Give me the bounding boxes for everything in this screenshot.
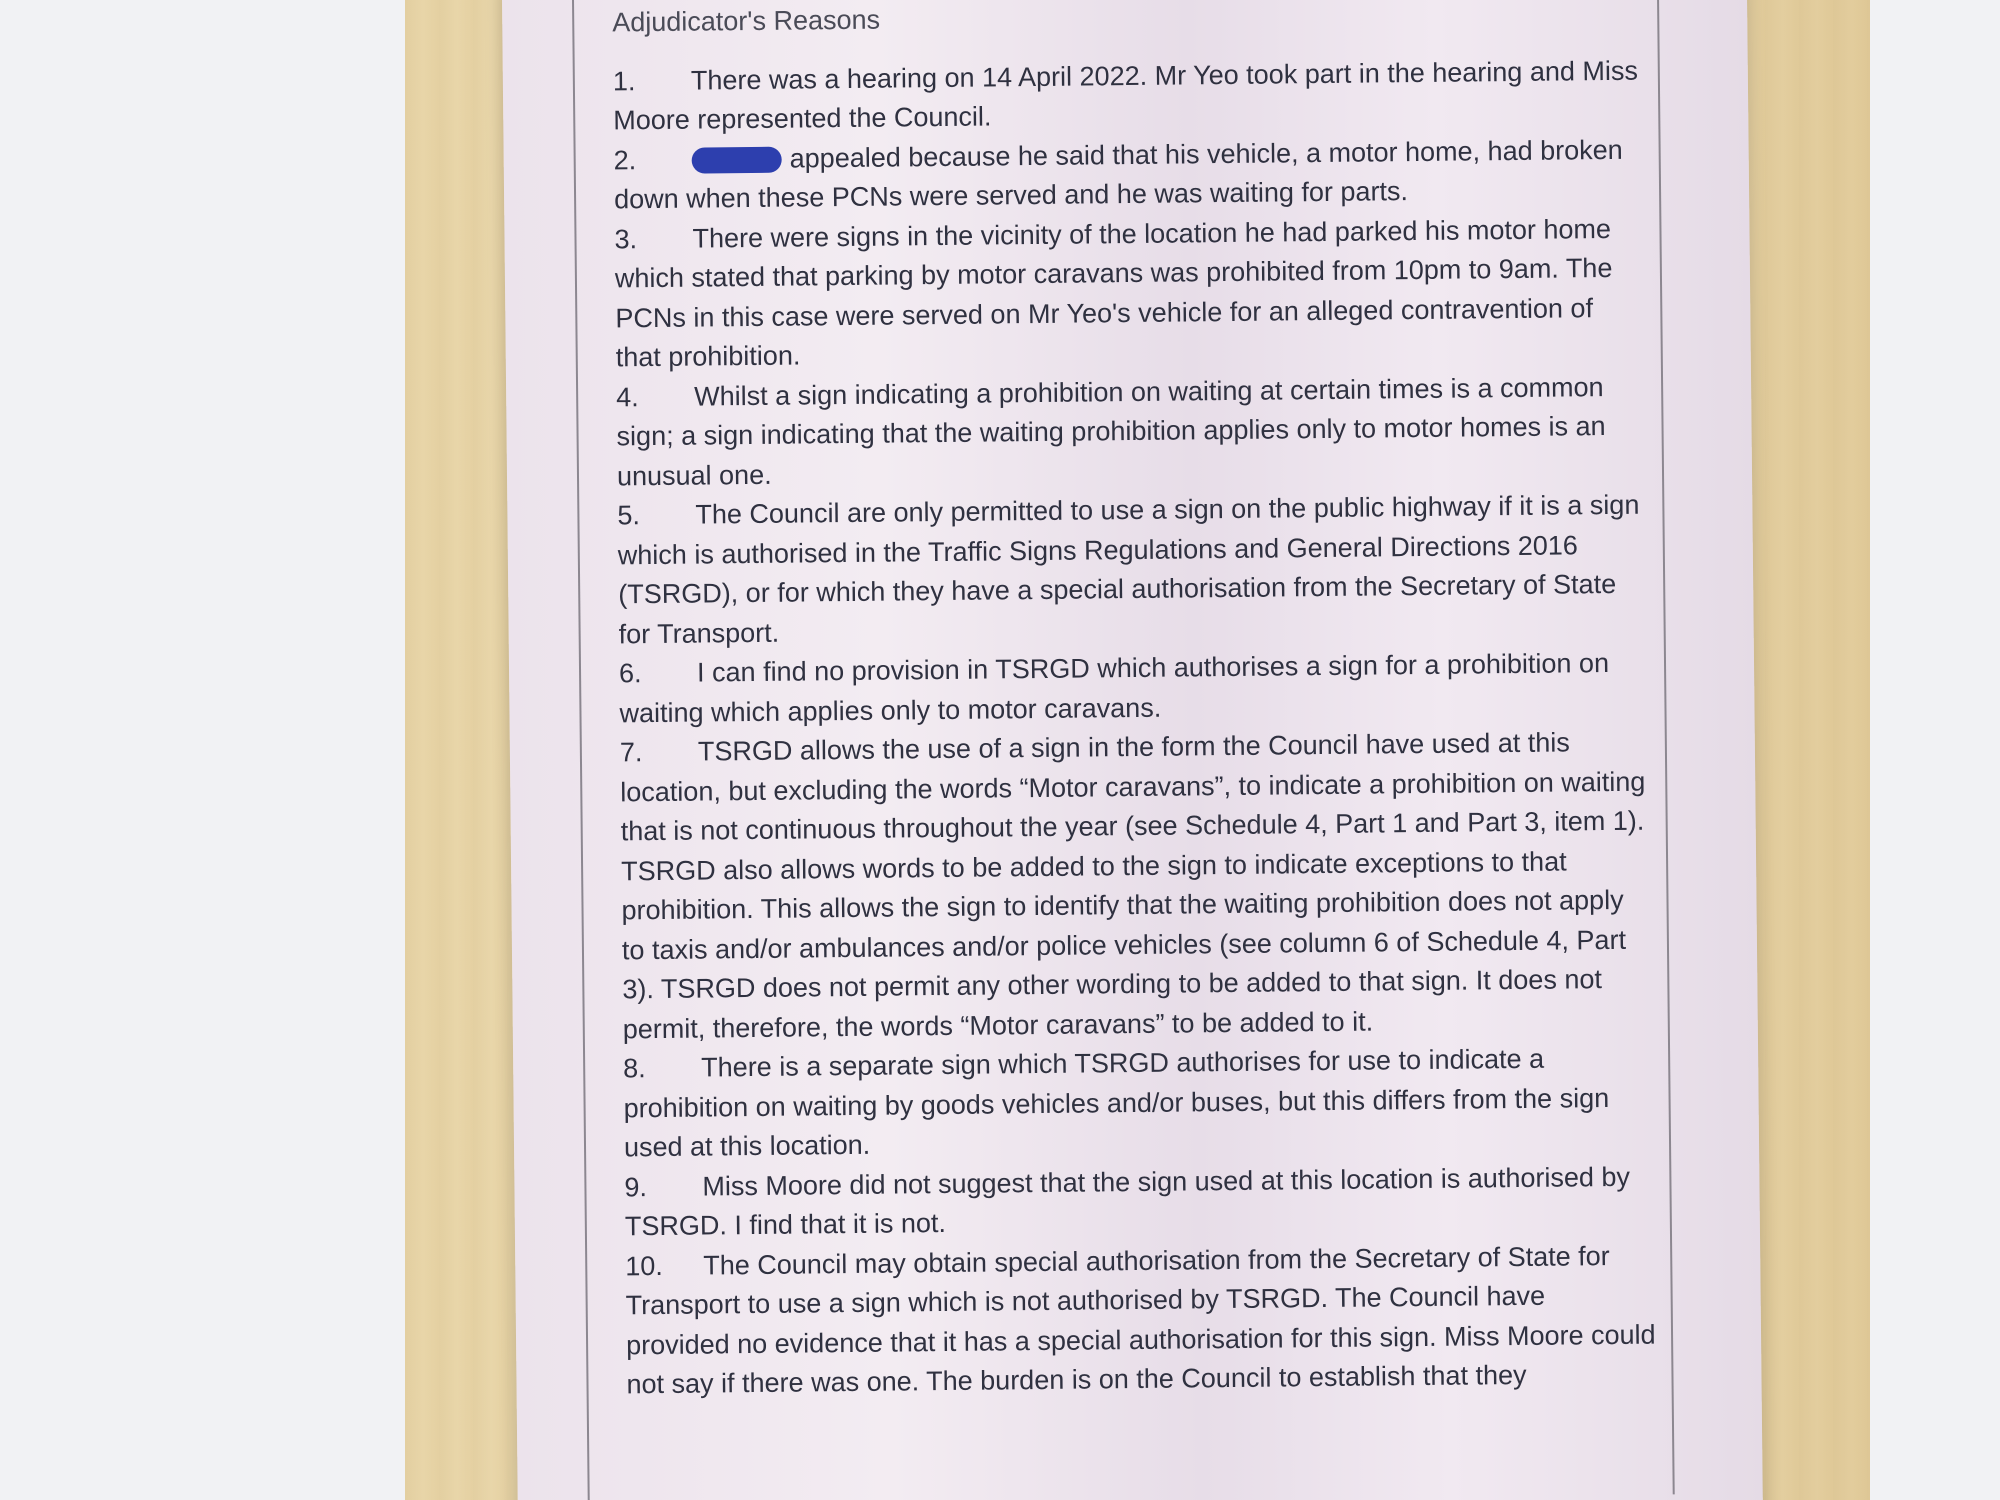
paragraph-text: I can find no provision in TSRGD which authorises a sign for a prohibition on waiting which applies only to motor caravans. [619,648,1610,728]
paragraph-number: 7. [619,737,643,768]
paragraph-1 [613,51,1644,141]
paragraph-text: The Council are only permitted to use a sign on the public highway if it is a sign which is authorised in the Traffic Signs Regulations and General Directions 2016 (TSRGD), or for which they have a special authorisation from the Secretary of State for Transport. [617,489,1640,649]
paragraph-6 [619,644,1650,734]
paragraph-number: 4. [616,381,639,412]
paragraph-7 [620,723,1653,1050]
paragraph-text: There is a separate sign which TSRGD authorises for use to indicate a prohibition on waiting by goods vehicles and/or buses, but this differs from the sign used at this location. [623,1043,1610,1163]
paragraph-4 [616,367,1647,496]
paragraph-text: The Council may obtain special authorisation from the Secretary of State for Transport to use a sign which is not authorised by TSRGD. The Council have provided no evidence that it has a special authorisation for this sign. Miss Moore could not say if there was one. The burden is on the Council to establish that they [625,1240,1656,1400]
paragraph-number: 9. [624,1171,648,1202]
paragraph-5 [617,486,1649,655]
paragraph-number: 6. [618,658,642,689]
paragraph-text: There was a hearing on 14 April 2022. Mr Yeo took part in the hearing and Miss Moore represented the Council. [613,55,1639,136]
redaction-mark [692,146,782,173]
paragraph-number: 1. [612,65,636,96]
document-text [612,0,1657,1405]
paragraph-9 [624,1157,1655,1247]
photo [405,0,1870,1500]
paragraph-10 [625,1236,1657,1405]
paragraph-number: 10. [625,1250,663,1281]
paragraph-2 [613,130,1644,220]
paragraph-text: There were signs in the vicinity of the location he had parked his motor home which stated that parking by motor caravans was prohibited from 10pm to 9am. The PCNs in this case were served on Mr Yeo's vehicle for an alleged contravention of that prohibition. [614,213,1613,373]
document-heading: Adjudicator's Reasons [612,4,881,38]
paragraph-number: 2. [613,144,637,175]
paragraph-8 [623,1039,1654,1168]
paragraph-text: Whilst a sign indicating a prohibition on waiting at certain times is a common sign; a sign indicating that the waiting prohibition applies only to motor homes is an unusual one. [616,371,1606,491]
paragraph-number: 3. [614,223,638,254]
paragraph-text: Miss Moore did not suggest that the sign used at this location is authorised by TSRGD. I find that it is not. [624,1161,1631,1242]
paragraph-text: TSRGD allows the use of a sign in the form the Council have used at this location, but excluding the words “Motor caravans”, to indicate a prohibition on waiting that is not continuous throughout the year (see Schedule 4, Part 1 and Part 3, item 1). TSRGD also allows words to be added to the sign to indicate exceptions to that prohibition. This allows the sign to identify that the waiting prohibition does not apply to taxis and/or ambulances and/or police vehicles (see column 6 of Schedule 4, Part 3). TSRGD does not permit any other wording to be added to that sign. It does not permit, therefore, the words “Motor caravans” to be added to it. [620,727,1646,1044]
paragraph-number: 8. [623,1053,646,1084]
paragraph-3 [614,209,1646,378]
paper-sheet [502,0,1763,1500]
paragraph-number: 5. [617,500,641,531]
paragraph-text: appealed because he said that his vehicle, a motor home, had broken down when these PCNs were served and he was waiting for parts. [613,134,1623,215]
